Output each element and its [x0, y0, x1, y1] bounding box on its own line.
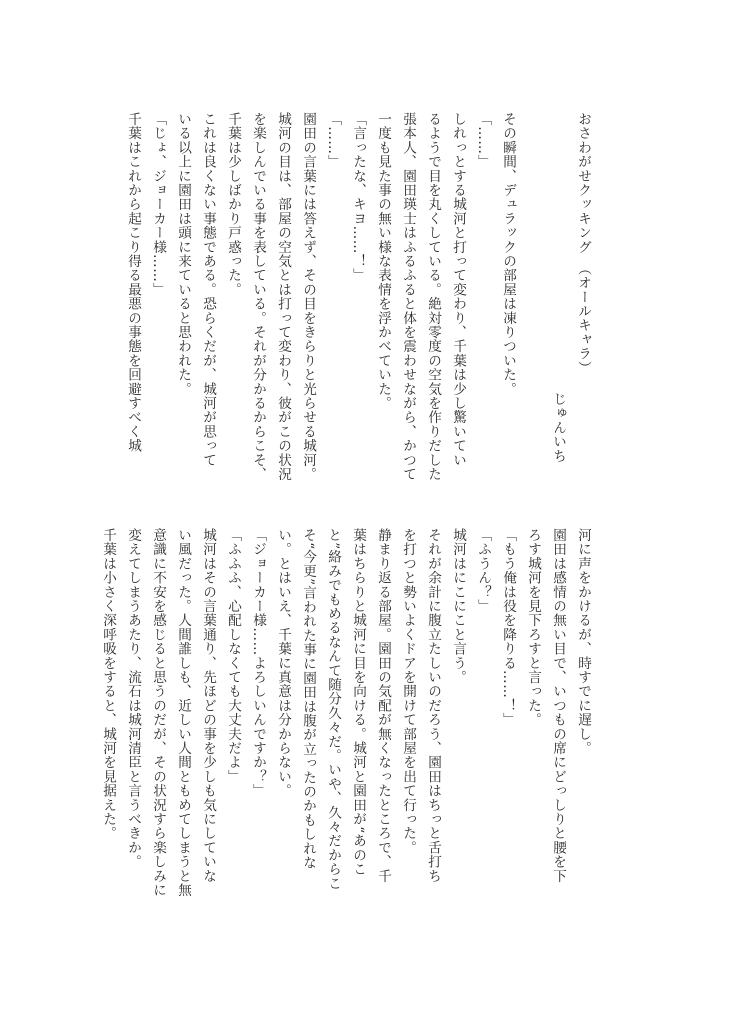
text-line: を打つと勢いよくドアを開けて部屋を出て行った。 [400, 528, 416, 855]
text-line: しれっとする城河と打って変わり、千葉は少し驚いてい [450, 112, 466, 467]
text-line: 園田は感情の無い目で、いつもの席にどっしりと腰を下 [550, 528, 566, 883]
text-line: を楽しんでいる事を表している。それが分かるからこそ、 [250, 112, 266, 482]
text-line: 一度も見た事の無い様な表情を浮かべていた。 [375, 112, 391, 411]
blank-line [520, 112, 545, 126]
text-line: そ“今更”言われた事に園田は腹が立ったのかもしれな [300, 528, 316, 870]
text-line: 「言ったな、キヨ……！」 [350, 112, 366, 283]
text-line: いる以上に園田は頭に来ていると思われた。 [175, 112, 191, 396]
text-line: 城河はにこにこと言う。 [450, 528, 466, 685]
lower-text-column [100, 528, 595, 928]
text-line: 「ジョーカー様……よろしいんですか？」 [250, 528, 266, 798]
text-line: 河に声をかけるが、時すでに遅し。 [575, 528, 591, 756]
text-line: 「ふうん？」 [475, 528, 491, 614]
text-line: 変えてしまうあたり、流石は城河清臣と言うべきか。 [125, 528, 141, 869]
text-line: 千葉は小さく深呼吸をすると、城河を見据えた。 [100, 528, 116, 841]
text-line: い風だった。人間誰しも、近しい人間ともめてしまうと無 [175, 528, 191, 898]
document-author: じゅんいち [550, 392, 566, 463]
text-line: 「ふふふ、心配しなくても大丈夫だよ」 [225, 528, 241, 784]
text-line: 静まり返る部屋。園田の気配が無くなったところで、千 [375, 528, 391, 883]
text-line: 「……」 [325, 112, 341, 169]
text-line: 「もう俺は役を降りる……！」 [500, 528, 516, 727]
text-line: 張本人、園田瑛士はふるふると体を震わせながら、かつて [400, 112, 416, 482]
text-line: 城河の目は、部屋の空気とは打って変わり、彼がこの状況 [275, 112, 291, 482]
text-line: と”絡みでもめるなんて随分久々だ。いや、久々だからこ [325, 528, 341, 891]
upper-text-column [125, 112, 595, 512]
text-line: これは良くない事態である。恐らくだが、城河が思って [200, 112, 216, 467]
document-title: おさわがせクッキング （オールキャラ） [575, 112, 591, 375]
text-line: 意識に不安を感じると思うのだが、その状況すら楽しみに [150, 528, 166, 898]
text-line: 千葉はこれから起こり得る最悪の事態を回避すべく城 [125, 112, 141, 453]
text-line: 葉はちらりと城河に目を向ける。城河と園田が“あのこ [350, 528, 366, 877]
text-line: ろす城河を見下ろすと言った。 [525, 528, 541, 727]
text-line: 千葉は少しばかり戸惑った。 [225, 112, 241, 297]
text-line: るようで目を丸くしている。絶対零度の空気を作りだした [425, 112, 441, 482]
text-line: その瞬間、デュラックの部屋は凍りついた。 [500, 112, 516, 396]
text-line: 園田の言葉には答えず、その目をきらりと光らせる城河。 [300, 112, 316, 482]
text-line: い。とはいえ、千葉に真意は分からない。 [275, 528, 291, 798]
text-line: それが余計に腹立たしいのだろう、園田はちっと舌打ち [425, 528, 441, 883]
text-line: 「……」 [475, 112, 491, 169]
text-line: 「じょ、ジョーカー様……」 [150, 112, 166, 297]
text-line: 城河はその言葉通り、先ほどの事を少しも気にしていな [200, 528, 216, 883]
